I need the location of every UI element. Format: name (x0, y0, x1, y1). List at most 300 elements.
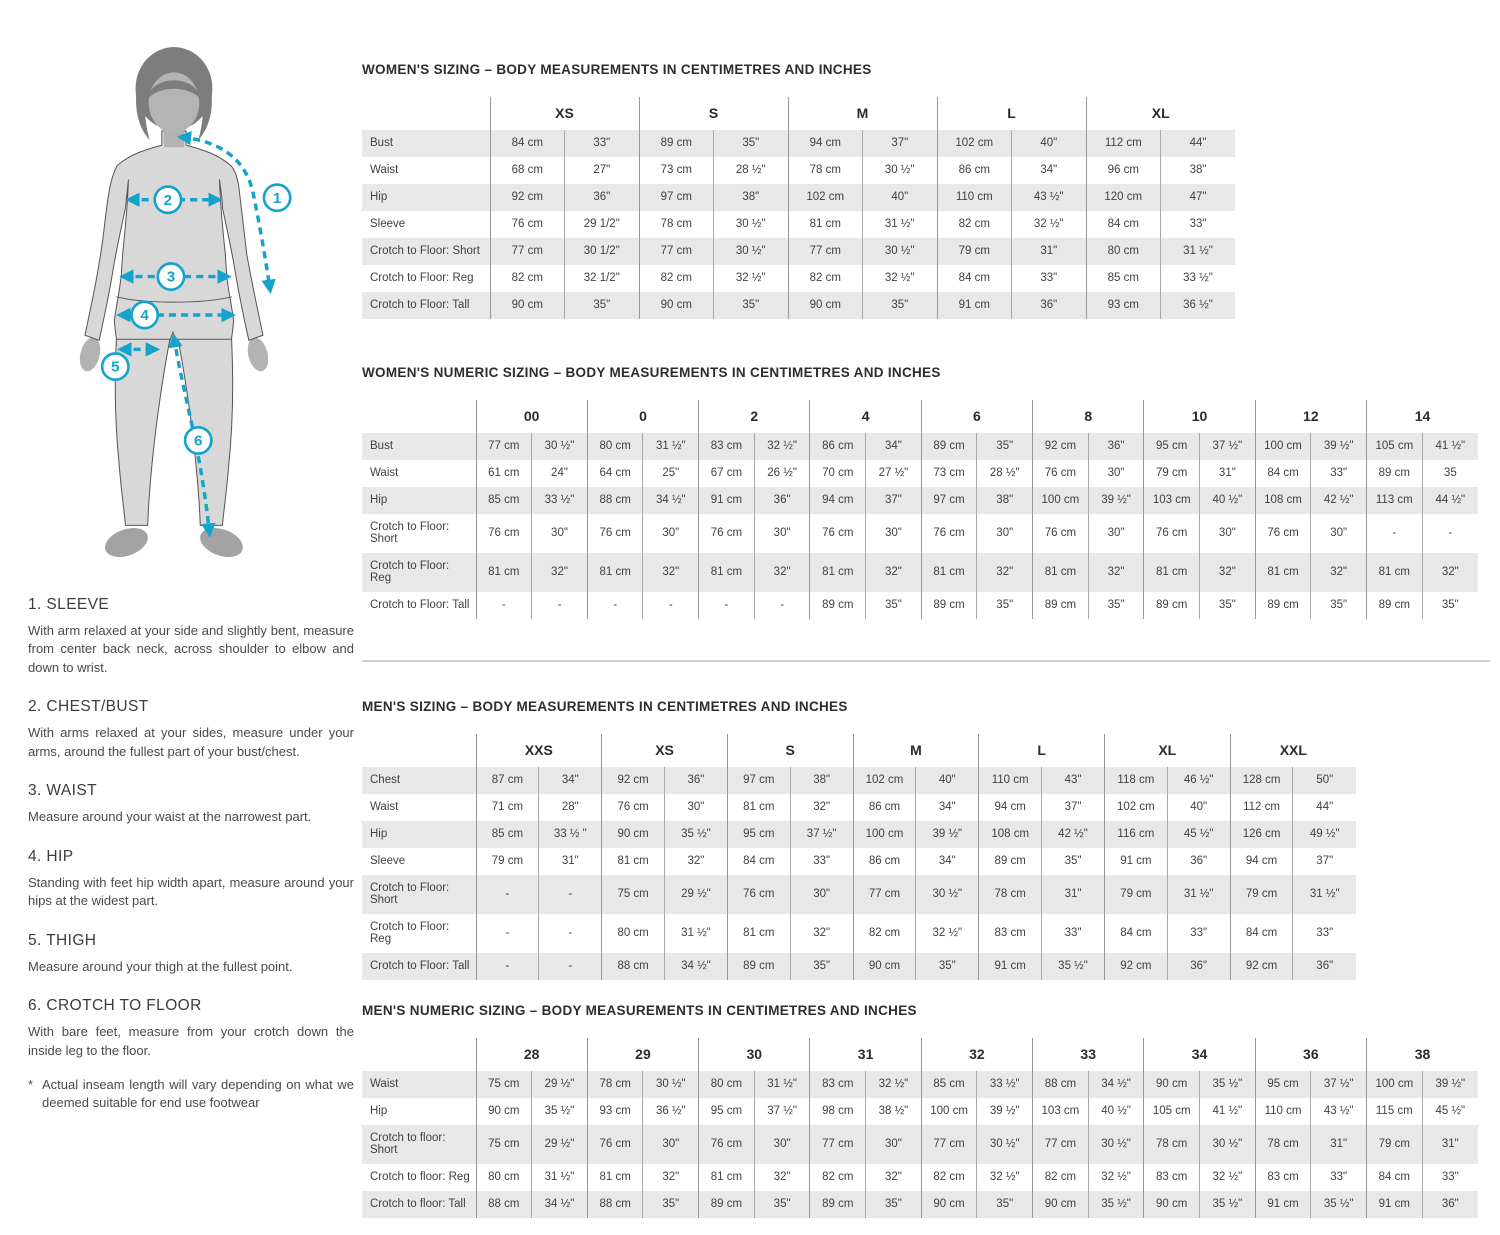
cm-value: 100 cm (1255, 433, 1311, 460)
inch-value: 27 ½" (866, 460, 922, 487)
row-label: Hip (362, 821, 476, 848)
measurement-instructions (28, 596, 354, 1113)
cm-value: 97 cm (727, 767, 790, 794)
cm-value: 84 cm (1367, 1164, 1423, 1191)
inch-value: 30 ½" (863, 238, 938, 265)
inch-value: 37" (866, 487, 922, 514)
cm-value: 77 cm (788, 238, 863, 265)
inch-value: 32" (790, 914, 853, 953)
svg-text:4: 4 (140, 307, 149, 325)
size-column-header: XXL (1230, 734, 1356, 767)
inch-value: 32 ½" (1012, 211, 1087, 238)
inch-value: 36" (754, 487, 810, 514)
cm-value: 81 cm (788, 211, 863, 238)
table-row (362, 265, 1235, 292)
inch-value: 31 ½" (643, 433, 699, 460)
cm-value: 79 cm (1230, 875, 1293, 914)
corner-cell (362, 97, 490, 130)
table-row (362, 592, 1478, 619)
inch-value: 29 ½" (532, 1125, 588, 1164)
inch-value: 31" (1200, 460, 1256, 487)
measure-point-4 (131, 302, 157, 328)
womens-sizing-section (362, 62, 1492, 319)
inch-value: 50" (1293, 767, 1356, 794)
instruction-body: Measure around your thigh at the fullest point. (28, 958, 293, 974)
cm-value: 89 cm (921, 592, 977, 619)
inch-value: 31" (1012, 238, 1087, 265)
svg-text:2: 2 (163, 191, 173, 209)
inch-value: 29 1/2" (565, 211, 640, 238)
inch-value: 32" (754, 553, 810, 592)
inch-value: 29 ½" (532, 1071, 588, 1098)
cm-value: 85 cm (476, 487, 532, 514)
measure-point-3 (158, 263, 184, 289)
inch-value: 34" (916, 794, 979, 821)
table-row (362, 292, 1235, 319)
inch-value: - (539, 953, 602, 980)
cm-value: 88 cm (602, 953, 665, 980)
cm-value: 92 cm (602, 767, 665, 794)
left-foot (101, 523, 152, 563)
cm-value: 77 cm (476, 433, 532, 460)
inch-value: 43 ½" (1012, 184, 1087, 211)
inch-value: 40" (1012, 130, 1087, 157)
size-column-header: 38 (1367, 1038, 1479, 1071)
inch-value: 26 ½" (754, 460, 810, 487)
cm-value: 91 cm (1104, 848, 1167, 875)
cm-value: - (1367, 514, 1423, 553)
cm-value: 115 cm (1367, 1098, 1423, 1125)
cm-value: 118 cm (1104, 767, 1167, 794)
cm-value: 89 cm (1033, 592, 1089, 619)
cm-value: 81 cm (699, 553, 755, 592)
instruction-chest-bust (28, 698, 354, 761)
inch-value: 30 ½" (714, 238, 789, 265)
size-header-row (362, 400, 1478, 433)
inch-value: 32 ½" (754, 433, 810, 460)
row-label: Crotch to Floor: Tall (362, 953, 476, 980)
mens-sizing-table (362, 734, 1492, 980)
inch-value: 40 ½" (1200, 487, 1256, 514)
cm-value: 89 cm (727, 953, 790, 980)
inch-value: 31" (1042, 875, 1105, 914)
table-row (362, 487, 1478, 514)
table-row (362, 157, 1235, 184)
cm-value: 88 cm (587, 487, 643, 514)
cm-value: 76 cm (1255, 514, 1311, 553)
cm-value: 70 cm (810, 460, 866, 487)
inch-value: 37 ½" (1200, 433, 1256, 460)
inch-value: 35 ½" (1311, 1191, 1367, 1218)
inch-value: 38" (977, 487, 1033, 514)
svg-text:1: 1 (272, 189, 282, 207)
inch-value: 33" (1293, 914, 1356, 953)
inch-value: 37" (1293, 848, 1356, 875)
inch-value: 35" (565, 292, 640, 319)
inch-value: 44" (1161, 130, 1236, 157)
table-row (362, 211, 1235, 238)
cm-value: 112 cm (1086, 130, 1161, 157)
inch-value: 36" (565, 184, 640, 211)
mens-numeric-sizing-section (362, 1003, 1492, 1218)
cm-value: 82 cm (788, 265, 863, 292)
inch-value: 35" (714, 130, 789, 157)
inch-value: 30" (1311, 514, 1367, 553)
instruction-body: Standing with feet hip width apart, measure around your hips at the widest part. (28, 874, 354, 909)
inch-value: 35" (1042, 848, 1105, 875)
inch-value: 31 ½" (863, 211, 938, 238)
measure-point-5 (102, 353, 128, 379)
left-hand (77, 335, 104, 373)
inch-value: 35 ½" (532, 1098, 588, 1125)
cm-value: 81 cm (602, 848, 665, 875)
cm-value: 79 cm (1104, 875, 1167, 914)
inch-value: 32" (977, 553, 1033, 592)
inch-value: 30" (754, 1125, 810, 1164)
cm-value: 90 cm (1144, 1071, 1200, 1098)
inch-value: 31 ½" (532, 1164, 588, 1191)
cm-value: 95 cm (1255, 1071, 1311, 1098)
instruction-heading: 2. CHEST/BUST (28, 698, 149, 716)
table-row (362, 460, 1478, 487)
inch-value: 35" (863, 292, 938, 319)
inch-value: 37" (1042, 794, 1105, 821)
inch-value: - (539, 875, 602, 914)
inch-value: 31 ½" (1293, 875, 1356, 914)
inch-value: 33" (1311, 460, 1367, 487)
size-column-header: 12 (1255, 400, 1366, 433)
instruction-heading: 3. WAIST (28, 782, 97, 800)
table-row (362, 953, 1356, 980)
corner-cell (362, 1038, 476, 1071)
inch-value: 41 ½" (1200, 1098, 1256, 1125)
cm-value: 102 cm (1104, 794, 1167, 821)
cm-value: 82 cm (853, 914, 916, 953)
inch-value: 39 ½" (1088, 487, 1144, 514)
inch-value: 46 ½" (1167, 767, 1230, 794)
size-column-header: 32 (921, 1038, 1032, 1071)
cm-value: 76 cm (602, 794, 665, 821)
inch-value: 34 ½" (1088, 1071, 1144, 1098)
cm-value: 82 cm (490, 265, 565, 292)
table-row (362, 1191, 1478, 1218)
cm-value: 113 cm (1367, 487, 1423, 514)
table-row (362, 514, 1478, 553)
inch-value: 39 ½" (916, 821, 979, 848)
instruction-hip (28, 848, 354, 911)
inch-value: 35 ½" (1088, 1191, 1144, 1218)
inch-value: 36" (1167, 953, 1230, 980)
section-divider (362, 660, 1490, 662)
row-label: Sleeve (370, 855, 406, 867)
size-column-header: 30 (699, 1038, 810, 1071)
inch-value: 31 ½" (754, 1071, 810, 1098)
inch-value: 32" (1422, 553, 1478, 592)
inch-value: 44" (1293, 794, 1356, 821)
inch-value: 28 ½" (714, 157, 789, 184)
cm-value: 110 cm (1255, 1098, 1311, 1125)
inch-value: 39 ½" (1311, 433, 1367, 460)
inch-value: 32 1/2" (565, 265, 640, 292)
size-column-header: 6 (921, 400, 1032, 433)
row-label: Sleeve (370, 218, 406, 230)
inch-value: 35" (977, 1191, 1033, 1218)
cm-value: 81 cm (1367, 553, 1423, 592)
cm-value: 91 cm (699, 487, 755, 514)
cm-value: 81 cm (1033, 553, 1089, 592)
cm-value: 97 cm (921, 487, 977, 514)
inch-value: 32" (866, 1164, 922, 1191)
inch-value: 36" (1167, 848, 1230, 875)
footnote-asterisk: * (28, 1076, 34, 1092)
cm-value: 86 cm (853, 794, 916, 821)
inch-value: 30 1/2" (565, 238, 640, 265)
size-column-header: 31 (810, 1038, 921, 1071)
cm-value: 88 cm (587, 1191, 643, 1218)
inch-value: 31" (1422, 1125, 1478, 1164)
cm-value: - (699, 592, 755, 619)
cm-value: 76 cm (1033, 460, 1089, 487)
cm-value: 84 cm (490, 130, 565, 157)
inch-value: 40" (863, 184, 938, 211)
cm-value: 78 cm (1144, 1125, 1200, 1164)
inch-value: 43" (1042, 767, 1105, 794)
cm-value: 76 cm (1033, 514, 1089, 553)
cm-value: 94 cm (979, 794, 1042, 821)
instruction-heading: 5. THIGH (28, 931, 97, 949)
inch-value: 30 ½" (714, 211, 789, 238)
size-column-header: 8 (1033, 400, 1144, 433)
cm-value: 83 cm (699, 433, 755, 460)
cm-value: 88 cm (476, 1191, 532, 1218)
inseam-footnote (28, 1076, 354, 1113)
svg-text:3: 3 (166, 268, 176, 286)
table-row (362, 1125, 1478, 1164)
row-label: Crotch to Floor: Reg (370, 272, 474, 284)
size-column-header: 2 (699, 400, 810, 433)
inch-value: 30" (790, 875, 853, 914)
inch-value: 37 ½" (790, 821, 853, 848)
cm-value: 77 cm (1033, 1125, 1089, 1164)
inch-value: 27" (565, 157, 640, 184)
inch-value: 31 ½" (665, 914, 728, 953)
cm-value: 105 cm (1144, 1098, 1200, 1125)
footnote-text: Actual inseam length will vary depending on what we deemed suitable for end use footwear (42, 1076, 354, 1111)
cm-value: 80 cm (602, 914, 665, 953)
cm-value: 97 cm (639, 184, 714, 211)
inch-value: 30" (866, 514, 922, 553)
inch-value: 35 ½" (1200, 1071, 1256, 1098)
inch-value: 32 ½" (916, 914, 979, 953)
cm-value: 77 cm (490, 238, 565, 265)
inch-value: 33" (1042, 914, 1105, 953)
row-label: Crotch to Floor: Tall (370, 599, 470, 611)
mens-sizing-title: MEN'S SIZING – BODY MEASUREMENTS IN CENTIMETRES AND INCHES (362, 699, 848, 714)
cm-value: 84 cm (1104, 914, 1167, 953)
row-label: Crotch to Floor: Reg (362, 553, 476, 592)
cm-value: 83 cm (810, 1071, 866, 1098)
cm-value: 75 cm (602, 875, 665, 914)
cm-value: 87 cm (476, 767, 539, 794)
cm-value: 102 cm (937, 130, 1012, 157)
row-label: Crotch to Floor: Tall (362, 292, 490, 319)
size-header-row (362, 734, 1356, 767)
inch-value: 32" (866, 553, 922, 592)
inch-value: 33" (1167, 914, 1230, 953)
cm-value: 77 cm (810, 1125, 866, 1164)
cm-value: 82 cm (1033, 1164, 1089, 1191)
table-row (362, 184, 1235, 211)
inch-value: 35" (1088, 592, 1144, 619)
cm-value: 77 cm (639, 238, 714, 265)
table-row (362, 553, 1478, 592)
inch-value: 36" (1422, 1191, 1478, 1218)
cm-value: 82 cm (937, 211, 1012, 238)
table-row (362, 794, 1356, 821)
cm-value: - (476, 875, 539, 914)
inch-value: 44 ½" (1422, 487, 1478, 514)
inch-value: 32" (665, 848, 728, 875)
cm-value: 100 cm (1033, 487, 1089, 514)
inch-value: 30 ½" (643, 1071, 699, 1098)
inch-value: 35 ½" (1200, 1191, 1256, 1218)
womens-numeric-sizing-section (362, 365, 1492, 619)
size-column-header: 14 (1367, 400, 1479, 433)
cm-value: 98 cm (810, 1098, 866, 1125)
measure-point-2 (155, 187, 181, 213)
inch-value: 31 ½" (1167, 875, 1230, 914)
inch-value: 30 ½" (916, 875, 979, 914)
size-table (362, 97, 1235, 319)
corner-cell (362, 734, 476, 767)
cm-value: 112 cm (1230, 794, 1293, 821)
cm-value: 90 cm (490, 292, 565, 319)
instruction-waist (28, 782, 354, 826)
inch-value: 35" (1422, 592, 1478, 619)
size-column-header: 10 (1144, 400, 1255, 433)
inch-value: 35" (1200, 592, 1256, 619)
cm-value: 85 cm (1086, 265, 1161, 292)
inch-value: 36 ½" (643, 1098, 699, 1125)
inch-value: 35" (1311, 592, 1367, 619)
size-column-header: 36 (1255, 1038, 1366, 1071)
inch-value: 34 ½" (665, 953, 728, 980)
instruction-body: Measure around your waist at the narrowest part. (28, 809, 312, 825)
size-column-header: 33 (1033, 1038, 1144, 1071)
cm-value: 76 cm (587, 514, 643, 553)
cm-value: 110 cm (937, 184, 1012, 211)
cm-value: 76 cm (587, 1125, 643, 1164)
inch-value: 37 ½" (754, 1098, 810, 1125)
cm-value: 67 cm (699, 460, 755, 487)
cm-value: 93 cm (587, 1098, 643, 1125)
row-label: Crotch to Floor: Short (362, 238, 490, 265)
right-foot (196, 523, 247, 563)
inch-value: 28" (539, 794, 602, 821)
row-label: Crotch to Floor: Short (370, 521, 450, 545)
cm-value: 81 cm (699, 1164, 755, 1191)
cm-value: 76 cm (699, 1125, 755, 1164)
inch-value: 39 ½" (977, 1098, 1033, 1125)
table-row (362, 848, 1356, 875)
inch-value: 31" (1311, 1125, 1367, 1164)
cm-value: 92 cm (1104, 953, 1167, 980)
instruction-heading: 4. HIP (28, 847, 74, 865)
cm-value: 90 cm (602, 821, 665, 848)
cm-value: - (476, 953, 539, 980)
inch-value: 25" (643, 460, 699, 487)
cm-value: 91 cm (979, 953, 1042, 980)
cm-value: 86 cm (937, 157, 1012, 184)
size-column-header: XS (490, 97, 639, 130)
cm-value: 85 cm (921, 1071, 977, 1098)
inch-value: 30 ½" (977, 1125, 1033, 1164)
size-table (362, 1038, 1478, 1218)
cm-value: 89 cm (699, 1191, 755, 1218)
row-label: Bust (362, 130, 490, 157)
cm-value: 84 cm (937, 265, 1012, 292)
cm-value: 89 cm (979, 848, 1042, 875)
inch-value: 30" (665, 794, 728, 821)
cm-value: - (476, 592, 532, 619)
size-column-header: 29 (587, 1038, 698, 1071)
cm-value: 89 cm (1144, 592, 1200, 619)
inch-value: 33" (565, 130, 640, 157)
inch-value: 30" (643, 1125, 699, 1164)
cm-value: 81 cm (921, 553, 977, 592)
sizing-tables-column (362, 62, 1492, 1218)
inch-value: 30" (643, 514, 699, 553)
cm-value: 94 cm (810, 487, 866, 514)
cm-value: 91 cm (1255, 1191, 1311, 1218)
right-hand (244, 335, 271, 373)
size-table (362, 734, 1356, 980)
inch-value: 35" (643, 1191, 699, 1218)
size-column-header: XS (602, 734, 728, 767)
cm-value: 73 cm (921, 460, 977, 487)
cm-value: - (587, 592, 643, 619)
size-column-header: 4 (810, 400, 921, 433)
inch-value: 34 ½" (643, 487, 699, 514)
inch-value: 36" (1293, 953, 1356, 980)
cm-value: 61 cm (476, 460, 532, 487)
cm-value: 94 cm (788, 130, 863, 157)
inch-value: 30" (977, 514, 1033, 553)
cm-value: 102 cm (788, 184, 863, 211)
inch-value: 35" (916, 953, 979, 980)
inch-value: 35" (977, 433, 1033, 460)
inch-value: 38" (1161, 157, 1236, 184)
inch-value: 31" (539, 848, 602, 875)
womens-sizing-table (362, 97, 1492, 319)
womens-sizing-title: WOMEN'S SIZING – BODY MEASUREMENTS IN CENTIMETRES AND INCHES (362, 62, 872, 77)
inch-value: 34" (1012, 157, 1087, 184)
instruction-body: With arm relaxed at your side and slightly bent, measure from center back neck, across shoulder to elbow and down to wrist. (28, 623, 354, 675)
inch-value: 30" (754, 514, 810, 553)
cm-value: 92 cm (1033, 433, 1089, 460)
table-row (362, 433, 1478, 460)
size-column-header: L (979, 734, 1105, 767)
instruction-body: With bare feet, measure from your crotch down the inside leg to the floor. (28, 1024, 354, 1058)
mens-numeric-sizing-title: MEN'S NUMERIC SIZING – BODY MEASUREMENTS IN CENTIMETRES AND INCHES (362, 1003, 917, 1018)
inch-value: 36" (1088, 433, 1144, 460)
cm-value: 116 cm (1104, 821, 1167, 848)
inch-value: 35 ½" (1042, 953, 1105, 980)
table-row (362, 1098, 1478, 1125)
size-column-header: XXS (476, 734, 602, 767)
cm-value: 90 cm (1033, 1191, 1089, 1218)
inch-value: 32 ½" (1200, 1164, 1256, 1191)
